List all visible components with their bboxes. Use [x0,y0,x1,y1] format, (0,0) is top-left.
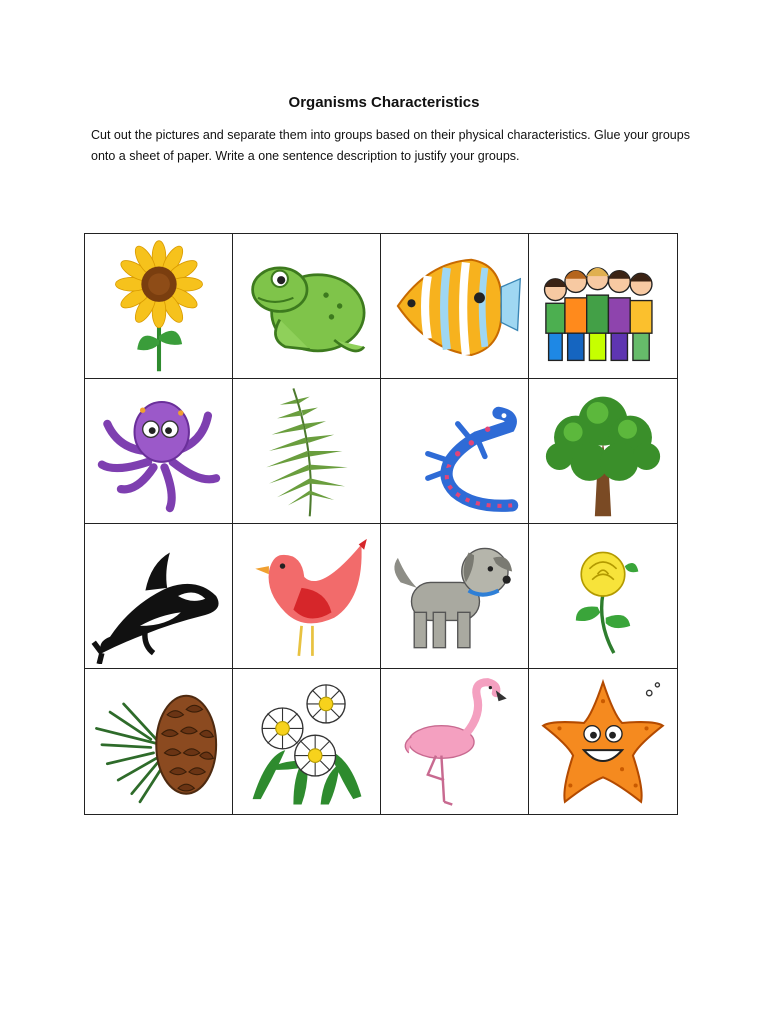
daisies-icon [239,674,375,810]
card-orca [85,524,233,669]
lizard-icon [387,383,523,519]
card-pinecone [85,669,233,814]
sunflower-icon [91,238,227,374]
card-starfish [529,669,677,814]
pinecone-icon [91,674,227,810]
card-children [529,234,677,379]
picture-card-grid [84,233,678,815]
card-daisies [233,669,381,814]
card-tree [529,379,677,524]
children-group-icon [535,238,671,374]
tree-icon [535,383,671,519]
card-lizard [381,379,529,524]
starfish-icon [535,674,671,810]
yellow-rose-icon [535,528,671,664]
butterflyfish-icon [387,238,523,374]
dog-icon [387,528,523,664]
card-octopus [85,379,233,524]
fern-icon [239,383,375,519]
card-flamingo [381,669,529,814]
frog-icon [239,238,375,374]
card-yellow-rose [529,524,677,669]
card-red-bird [233,524,381,669]
card-butterflyfish [381,234,529,379]
instructions-text: Cut out the pictures and separate them into groups based on their physical characteristics. Glue your groups onto a sheet of paper. Write a one sentence description to justify your groups. [91,128,690,163]
orca-icon [91,528,227,664]
card-dog [381,524,529,669]
card-frog [233,234,381,379]
card-fern [233,379,381,524]
card-sunflower [85,234,233,379]
octopus-icon [91,383,227,519]
flamingo-icon [387,674,523,810]
page-title: Organisms Characteristics [288,94,480,111]
red-bird-icon [239,528,375,664]
